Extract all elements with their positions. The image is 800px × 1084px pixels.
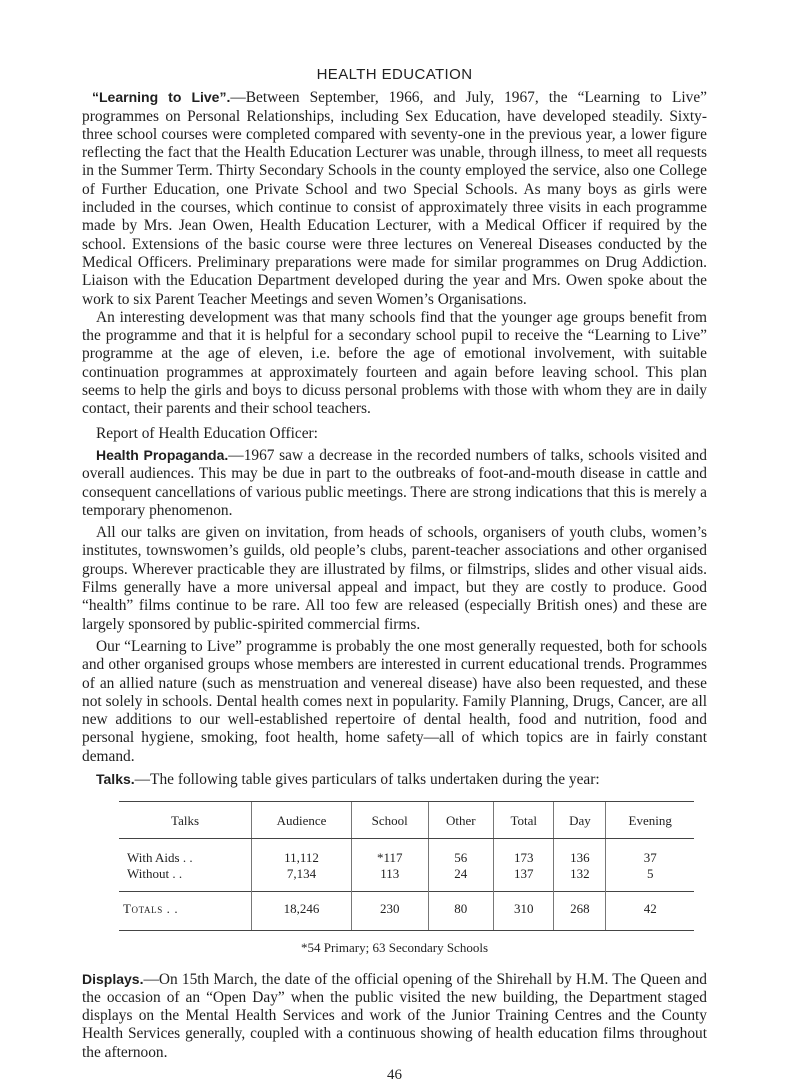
health-propaganda-lead: Health Propaganda. xyxy=(96,446,229,463)
table-cell: 11,112 xyxy=(252,839,352,867)
development-paragraph: An interesting development was that many schools find that the younger age groups benefit from the programme and that it is helpful for a secondary school pupil to receive the “Learning to Live” programme at the age of eleven, i.e. before the age of emotional involvement, with suitable continuation programmes at approximately fourteen and again before leaving school. This plan seems to help the girls and boys to dicuss personal problems with those with whom they are in daily contact, their parents and their school teachers. xyxy=(82,308,707,418)
table-cell: Without . . xyxy=(127,866,183,882)
table-cell: 136 xyxy=(554,839,606,867)
table-row xyxy=(119,866,694,892)
page-heading: HEALTH EDUCATION xyxy=(316,66,473,83)
table-row xyxy=(119,839,694,867)
table-cell: 137 xyxy=(494,866,554,892)
header-other: Other xyxy=(428,802,494,839)
header-evening: Evening xyxy=(606,802,694,839)
table-cell: 310 xyxy=(494,892,554,931)
header-day: Day xyxy=(554,802,606,839)
table-cell: 230 xyxy=(351,892,428,931)
displays-text: —On 15th March, the date of the official opening of the Shirehall by H.M. The Queen and the occasion of an “Open Day” when the public visited the new building, the Department staged displays on the Mental Health Services and work of the Junior Training Centres and the County Health Services generally, coupled with a continuous showing of health education films throughout the afternoon. xyxy=(82,970,707,1061)
table-cell: 5 xyxy=(606,866,694,892)
table-cell: 268 xyxy=(554,892,606,931)
table-cell: 42 xyxy=(606,892,694,931)
table-cell: 113 xyxy=(351,866,428,892)
learning-to-live-lead: “Learning to Live”. xyxy=(92,89,231,106)
talks-intro xyxy=(82,770,707,789)
table-cell: With Aids . . xyxy=(127,850,193,866)
page-number: 46 xyxy=(387,1067,402,1084)
table-cell: 18,246 xyxy=(252,892,352,931)
table-header-row xyxy=(119,802,694,839)
health-propaganda-text: —1967 saw a decrease in the recorded numbers of talks, schools visited and overall audiences. This may be due in part to the outbreaks of foot-and-mouth disease in cattle and consequent cancellations of various public meetings. There are strong indications that this is merely a temporary phenomenon. xyxy=(82,446,707,519)
header-talks: Talks xyxy=(119,802,252,839)
learning-to-live-paragraph xyxy=(82,88,707,309)
table-cell: 24 xyxy=(428,866,494,892)
talks-intro-text: —The following table gives particulars of talks undertaken during the year: xyxy=(134,770,600,788)
header-school: School xyxy=(351,802,428,839)
table-footnote: *54 Primary; 63 Secondary Schools xyxy=(300,940,489,956)
table-cell: 56 xyxy=(428,839,494,867)
totals-row xyxy=(119,892,694,931)
invitation-paragraph: All our talks are given on invitation, from heads of schools, organisers of youth clubs, women’s institutes, townswomen’s guilds, old people’s clubs, parent-teacher associations and other organised groups. Wherever practicable they are illustrated by films, or filmstrips, slides and other visual aids. Films generally have a more universal appeal and impact, but they are costly to produce. Good “health” films continue to be rare. All too few are released (especially British ones) and these are largely sponsored by public-spirited commercial firms. xyxy=(82,524,707,633)
totals-label: Totals . . xyxy=(119,892,252,931)
table-cell: *117 xyxy=(351,839,428,867)
report-title: Report of Health Education Officer: xyxy=(96,424,318,442)
table-cell: 80 xyxy=(428,892,494,931)
table-cell: 7,134 xyxy=(252,866,352,892)
talks-table xyxy=(119,801,694,931)
table-cell: 37 xyxy=(606,839,694,867)
table-cell: 132 xyxy=(554,866,606,892)
health-propaganda-paragraph xyxy=(82,446,707,520)
header-audience: Audience xyxy=(252,802,352,839)
table-cell: 173 xyxy=(494,839,554,867)
displays-lead: Displays. xyxy=(82,970,144,987)
learning-to-live-text: —Between September, 1966, and July, 1967, the “Learning to Live” programmes on Personal Relationships, including Sex Education, have developed steadily. Sixty-three school courses were completed compared with seventy-one in the previous year, a lower figure reflecting the fact that the Health Education Lecturer was unable, through illness, to meet all requests in the Summer Term. Thirty Secondary Schools in the county employed the service, also one College of Further Education, one Private School and two Special Schools. As many boys as girls were included in the courses, which continue to consist of approximately three visits in each programme made by Mrs. Jean Owen, Health Education Lecturer, with a Medical Officer if required by the school. Extensions of the basic course were three lectures on Venereal Diseases conducted by the Medical Officers. Preliminary preparations were made for similar programmes on Drug Addiction. Liaison with the Education Department developed during the year and Mrs. Owen spoke about the work to six Parent Teacher Meetings and seven Women’s Organisations. xyxy=(82,89,707,308)
programme-paragraph: Our “Learning to Live” programme is probably the one most generally requested, both for schools and other organised groups whose members are interested in current educational trends. Programmes of an allied nature (such as menstruation and venereal disease) have also been requested, and these not solely in schools. Dental health comes next in popularity. Family Planning, Drugs, Cancer, are all new additions to our well-established repertoire of dental health, food and nutrition, food and personal hygiene, smoking, foot health, home safety—all of which topics are in fairly constant demand. xyxy=(82,637,707,765)
document-page xyxy=(82,56,707,1084)
talks-lead: Talks. xyxy=(96,770,135,787)
displays-paragraph xyxy=(82,970,707,1062)
header-total: Total xyxy=(494,802,554,839)
